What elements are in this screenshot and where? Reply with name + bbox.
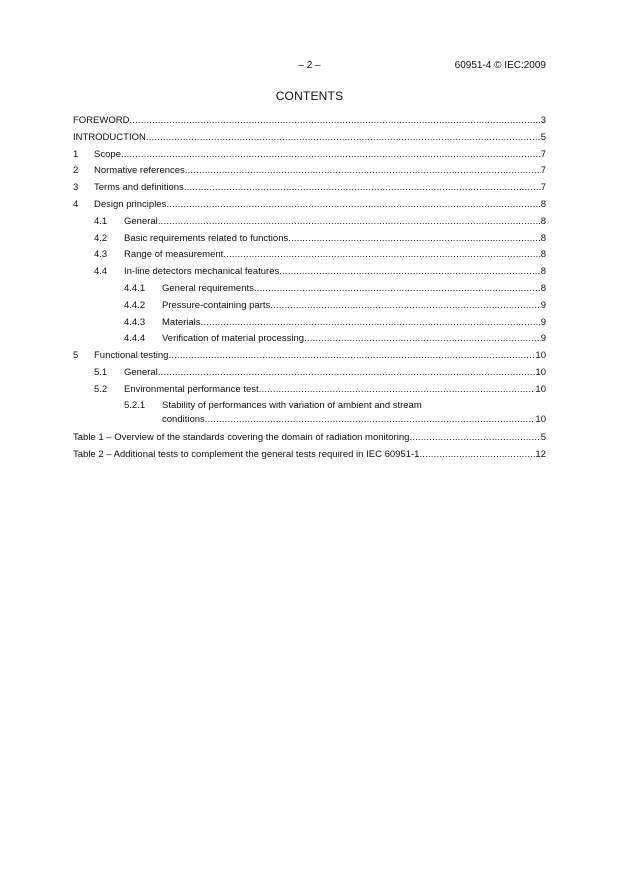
toc-entry-page: 10 — [535, 383, 546, 395]
toc-entry-number: 5.2 — [94, 383, 108, 395]
leader-dots — [270, 298, 540, 315]
table-entry-1[interactable] — [73, 430, 546, 447]
leader-dots — [205, 413, 536, 427]
toc-entry-page: 8 — [540, 249, 546, 261]
toc-entry-label: INTRODUCTION — [73, 131, 146, 143]
toc-entry-label: General — [124, 215, 158, 227]
toc-entry-number: 4.4 — [94, 266, 108, 278]
toc-entry-5[interactable] — [73, 348, 546, 365]
table-entry-page: 12 — [535, 448, 546, 460]
toc-entry-label: Environmental performance test — [124, 383, 259, 395]
toc-entry-3[interactable] — [73, 180, 546, 197]
page-header — [73, 60, 546, 74]
toc-entry-number: 5.2.1 — [124, 399, 146, 411]
toc-entry-label-line1: Stability of performances with variation of ambient and stream — [162, 399, 422, 411]
table-entry-label: Table 2 – Additional tests to complement the general tests required in IEC 60951-1 — [73, 448, 420, 460]
toc-entry-4[interactable] — [73, 197, 546, 214]
toc-entry-page: 8 — [540, 282, 546, 294]
toc-entry-page: 3 — [540, 115, 546, 126]
toc-entry-number: 4.2 — [94, 232, 108, 244]
toc-entry-page: 7 — [540, 165, 546, 177]
leader-dots — [288, 231, 540, 248]
toc-entry-page: 8 — [540, 215, 546, 227]
toc-entry-number: 4.4.3 — [124, 316, 146, 328]
leader-dots — [259, 382, 536, 399]
toc-entry-page: 7 — [540, 148, 546, 160]
toc-entry-1[interactable] — [73, 147, 546, 164]
toc-entry-number: 4.4.1 — [124, 282, 146, 294]
toc-entry-foreword[interactable] — [73, 113, 546, 130]
toc-entry-label: Range of measurement — [124, 249, 224, 261]
toc-entry-label: Scope — [94, 148, 121, 160]
toc-entry-page: 10 — [535, 366, 546, 378]
toc-entry-number: 2 — [73, 165, 79, 177]
toc-entry-label: Pressure-containing parts — [162, 299, 271, 311]
toc-entry-page: 9 — [540, 316, 546, 328]
leader-dots — [158, 365, 536, 382]
toc-entry-label: In-line detectors mechanical features — [124, 266, 280, 278]
leader-dots — [254, 281, 541, 298]
leader-dots — [129, 113, 540, 130]
toc-entry-label: Design principles — [94, 198, 167, 210]
toc-entry-page: 8 — [540, 232, 546, 244]
toc-entry-4-4-4[interactable] — [73, 331, 546, 348]
leader-dots — [184, 180, 541, 197]
standard-reference: 60951-4 © IEC:2009 — [454, 60, 546, 71]
toc-entry-page: 8 — [540, 198, 546, 210]
list-of-tables — [73, 430, 546, 464]
toc-entry-label: FOREWORD — [73, 115, 130, 126]
leader-dots — [185, 163, 541, 180]
toc-entry-4-1[interactable] — [73, 214, 546, 231]
leader-dots — [279, 264, 540, 281]
toc-entry-number: 4.3 — [94, 249, 108, 261]
table-entry-page: 5 — [540, 432, 546, 443]
contents-title: CONTENTS — [275, 89, 344, 103]
toc-entry-label: General requirements — [162, 282, 254, 294]
toc-entry-number: 4.1 — [94, 215, 108, 227]
toc-entry-introduction[interactable] — [73, 130, 546, 147]
toc-entry-5-1[interactable] — [73, 365, 546, 382]
leader-dots — [409, 430, 540, 447]
toc-entry-4-4[interactable] — [73, 264, 546, 281]
toc-entry-page: 5 — [540, 131, 546, 143]
toc-entry-number: 4 — [73, 198, 79, 210]
toc-entry-label: Terms and definitions — [94, 182, 184, 194]
toc-entry-label: Normative references — [94, 165, 185, 177]
leader-dots — [201, 315, 541, 332]
toc-entry-page: 7 — [540, 182, 546, 194]
leader-dots — [158, 214, 541, 231]
toc-entry-label: Verification of material processing — [162, 333, 305, 345]
toc-entry-number: 5 — [73, 350, 79, 362]
toc-entry-number: 4.4.4 — [124, 333, 146, 345]
toc-entry-label: General — [124, 366, 158, 378]
toc-entry-number: 3 — [73, 182, 79, 194]
toc-entry-4-4-1[interactable] — [73, 281, 546, 298]
leader-dots — [146, 130, 541, 147]
toc-entry-4-4-2[interactable] — [73, 298, 546, 315]
toc-entry-4-4-3[interactable] — [73, 315, 546, 332]
toc-entry-5-2-1[interactable] — [73, 399, 546, 427]
toc-entry-number: 1 — [73, 148, 79, 160]
toc-entry-number: 4.4.2 — [124, 299, 146, 311]
leader-dots — [304, 331, 541, 348]
toc-entry-label: Materials — [162, 316, 201, 328]
leader-dots — [223, 247, 540, 264]
toc-entry-label: Functional testing — [94, 350, 169, 362]
leader-dots — [168, 348, 535, 365]
leader-dots — [166, 197, 540, 214]
toc-entry-page: 9 — [540, 299, 546, 311]
toc-entry-page: 10 — [535, 350, 546, 362]
toc-entry-4-2[interactable] — [73, 231, 546, 248]
toc-entry-label-line2: conditions — [162, 413, 205, 425]
page-number: – 2 – — [298, 60, 321, 71]
toc-entry-page: 9 — [540, 333, 546, 345]
toc-entry-page: 10 — [535, 413, 546, 425]
toc-entry-page: 8 — [540, 266, 546, 278]
table-entry-label: Table 1 – Overview of the standards covering the domain of radiation monitoring — [73, 432, 410, 443]
toc-entry-label: Basic requirements related to functions — [124, 232, 289, 244]
table-of-contents — [73, 113, 546, 427]
toc-entry-4-3[interactable] — [73, 247, 546, 264]
toc-entry-2[interactable] — [73, 163, 546, 180]
leader-dots — [121, 147, 541, 164]
toc-entry-number: 5.1 — [94, 366, 108, 378]
table-entry-2[interactable] — [73, 447, 546, 464]
toc-entry-5-2[interactable] — [73, 382, 546, 399]
leader-dots — [419, 447, 535, 464]
